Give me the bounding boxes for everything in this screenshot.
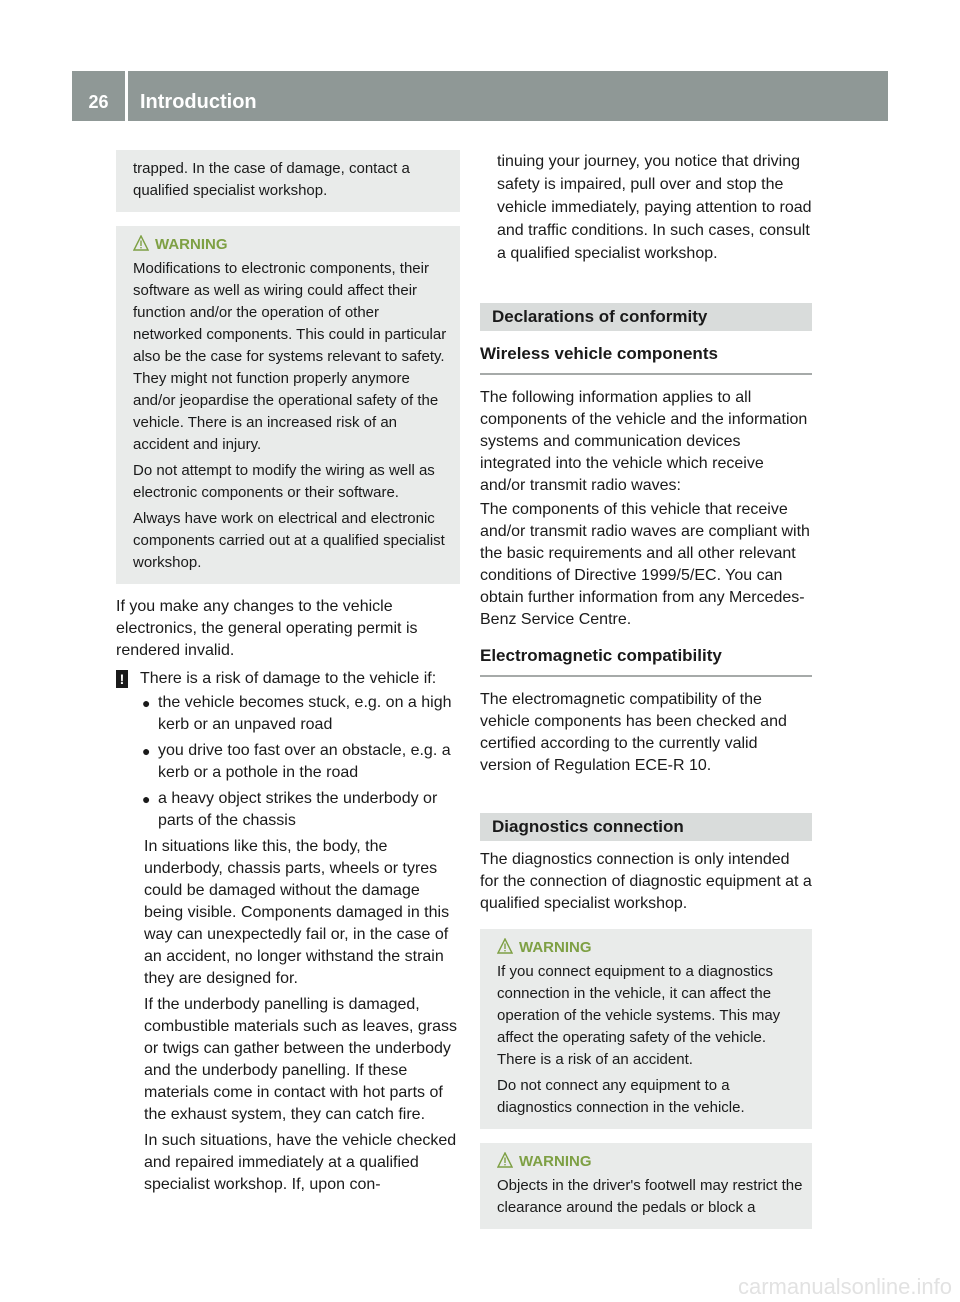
list-item: ● the vehicle becomes stuck, e.g. on a high kerb or an unpaved road (142, 694, 452, 733)
paragraph-such-situations: In such situations, have the vehicle checked and repaired immediately at a qualified specialist workshop. If, upon con- (144, 1132, 457, 1193)
warning-para-3: Always have work on electrical and electronic components carried out at a qualified specialist workshop. (133, 510, 445, 571)
continued-box-text: trapped. In the case of damage, contact a qualified specialist workshop. (133, 160, 410, 199)
wireless-para-1: The following information applies to all components of the vehicle and the information systems and communication devices integrated into the vehicle which receive and/or transmit radio waves: (480, 389, 808, 494)
warning-para-1: Modifications to electronic components, their software as well as wiring could affect their function and/or the operation of other networked components. This could in particular also be the case for systems relevant to safety. They might not function properly anymore and/or jeopardise the operational safety of the vehicle. There is an increased risk of an accident and injury. (133, 260, 447, 453)
warning-box-footwell (480, 1143, 812, 1229)
warning-label: WARNING (519, 1153, 592, 1170)
damage-bullet-list (140, 692, 460, 832)
paragraph-panelling: If the underbody panelling is damaged, combustible materials such as leaves, grass or twigs can gather between the underbody and the underbody panelling. If these materials come in contact with hot parts of the exhaust system, they can catch fire. (144, 996, 458, 1123)
warning-para-1: Objects in the driver's footwell may restrict the clearance around the pedals or block a (497, 1177, 803, 1216)
section-bar-declarations (480, 303, 812, 331)
paragraph-situations: In situations like this, the body, the underbody, chassis parts, wheels or tyres could be damaged without the damage being visible. Components damaged in this way can unexpectedly fail or, in the case of an accident, no longer withstand the strain they are designed for. (144, 838, 450, 987)
page-number: 26 (88, 92, 109, 112)
emc-heading: Electromagnetic compatibility (480, 645, 812, 677)
bullet-icon: ● (142, 695, 151, 711)
damage-note (116, 668, 460, 690)
warning-heading (133, 234, 452, 256)
header-divider (125, 71, 128, 121)
section-bar-diagnostics (480, 813, 812, 841)
bullet-icon: ● (142, 791, 151, 807)
diagnostics-title: Diagnostics connection (492, 817, 684, 836)
warning-para-2: Do not attempt to modify the wiring as well as electronic components or their software. (133, 462, 435, 501)
continued-paragraph: tinuing your journey, you notice that driving safety is impaired, pull over and stop the vehicle immediately, paying attention to road and traffic conditions. In such cases, consult a qualified specialist workshop. (497, 153, 812, 262)
diagnostics-paragraph: The diagnostics connection is only intended for the connection of diagnostic equipment at a qualified specialist workshop. (480, 851, 812, 912)
note-text: There is a risk of damage to the vehicle if: (140, 670, 437, 687)
bullet-icon: ● (142, 743, 151, 759)
warning-label: WARNING (155, 236, 228, 253)
list-item: ● a heavy object strikes the underbody or parts of the chassis (142, 790, 438, 829)
left-column (116, 150, 460, 1200)
right-column (480, 150, 812, 1229)
list-item: ● you drive too fast over an obstacle, e.g. a kerb or a pothole in the road (142, 742, 451, 781)
warning-para-2: Do not connect any equipment to a diagnostics connection in the vehicle. (497, 1077, 745, 1116)
warning-triangle-icon (497, 1152, 513, 1168)
warning-box-diagnostics (480, 929, 812, 1129)
wireless-para-2: The components of this vehicle that receive and/or transmit radio waves are compliant with the basic requirements and all other relevant conditions of Directive 1999/5/EC. You can obtain further information from any Mercedes-Benz Service Centre. (480, 501, 810, 628)
warning-triangle-icon (497, 938, 513, 954)
declarations-title: Declarations of conformity (492, 307, 708, 326)
warning-heading (497, 1151, 804, 1173)
exclamation-icon: ! (116, 670, 128, 688)
warning-box-modifications (116, 226, 460, 584)
warning-para-1: If you connect equipment to a diagnostics connection in the vehicle, it can affect the operation of the vehicle systems. This may affect the operating safety of the vehicle. There is a risk of an accident. (497, 963, 781, 1068)
watermark: carmanualsonline.info (737, 1274, 952, 1299)
warning-label: WARNING (519, 939, 592, 956)
emc-paragraph: The electromagnetic compatibility of the vehicle components has been checked and certified according to the currently valid version of Regulation ECE-R 10. (480, 691, 787, 774)
note-body (144, 836, 460, 1196)
warning-triangle-icon (133, 235, 149, 251)
section-title: Introduction (140, 91, 257, 113)
paragraph-changes: If you make any changes to the vehicle electronics, the general operating permit is rendered invalid. (116, 598, 418, 659)
wireless-heading: Wireless vehicle components (480, 343, 812, 375)
warning-heading (497, 937, 804, 959)
continued-warning-box (116, 150, 460, 212)
